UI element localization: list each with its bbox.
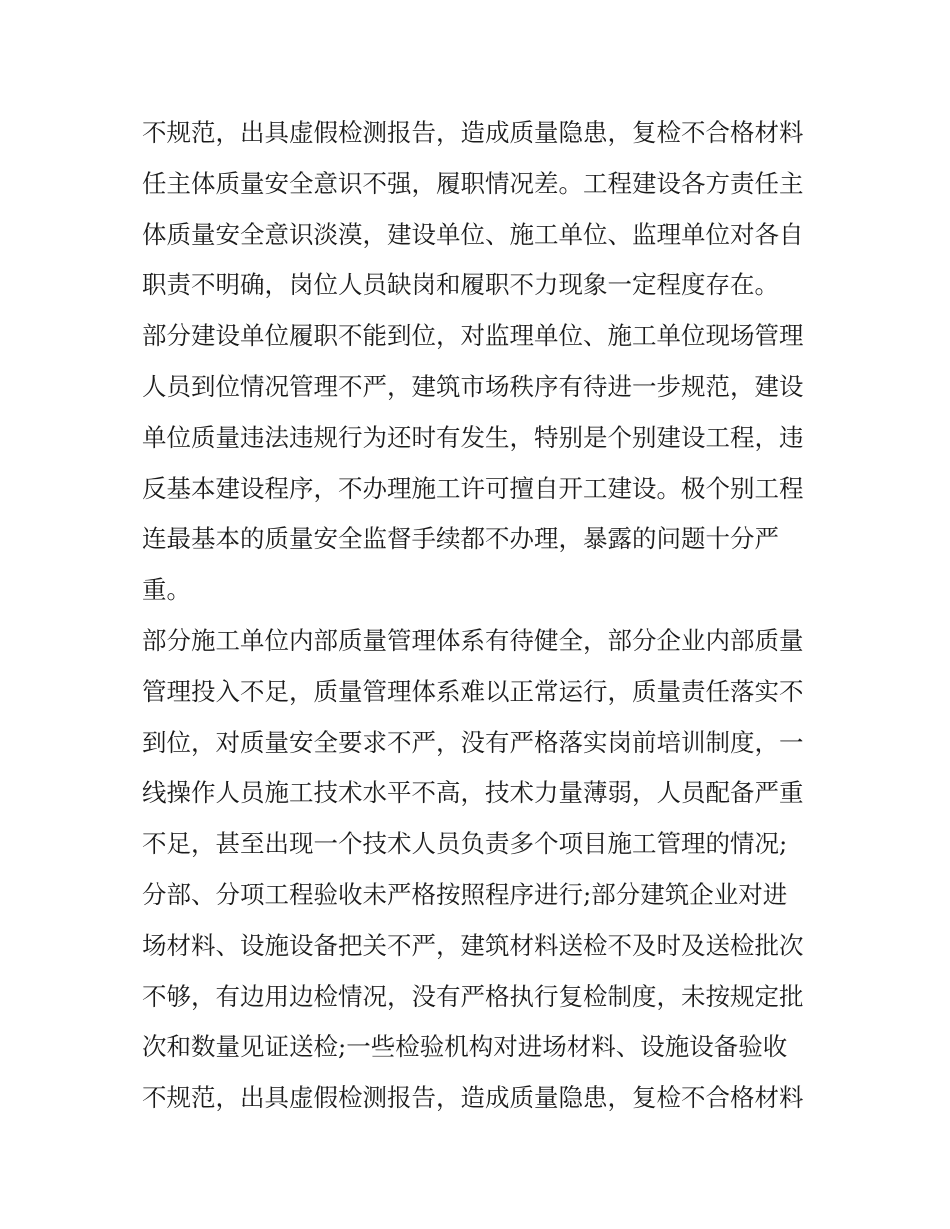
text-line: 职责不明确，岗位人员缺岗和履职不力现象一定程度存在。 <box>142 270 779 300</box>
text-line: 不足，甚至出现一个技术人员负责多个项目施工管理的情况; <box>142 829 788 859</box>
text-line: 部分建设单位履职不能到位，对监理单位、施工单位现场管理 <box>142 321 804 351</box>
text-line: 管理投入不足，质量管理体系难以正常运行，质量责任落实不 <box>142 676 804 706</box>
text-line: 线操作人员施工技术水平不高，技术力量薄弱，人员配备严重 <box>142 778 804 808</box>
text-line: 人员到位情况管理不严，建筑市场秩序有待进一步规范，建设 <box>142 371 804 401</box>
text-line: 不够，有边用边检情况，没有严格执行复检制度，未按规定批 <box>142 981 804 1011</box>
text-line: 单位质量违法违规行为还时有发生，特别是个别建设工程，违 <box>142 422 804 452</box>
text-line: 反基本建设程序，不办理施工许可擅自开工建设。极个别工程 <box>142 473 804 503</box>
text-line: 体质量安全意识淡漠，建设单位、施工单位、监理单位对各自 <box>142 219 804 249</box>
text-line: 到位，对质量安全要求不严，没有严格落实岗前培训制度，一 <box>142 727 804 757</box>
document-body <box>142 108 822 1124</box>
text-line: 次和数量见证送检;一些检验机构对进场材料、设施设备验收 <box>142 1032 788 1062</box>
text-line: 分部、分项工程验收未严格按照程序进行;部分建筑企业对进 <box>142 879 788 909</box>
text-line: 连最基本的质量安全监督手续都不办理，暴露的问题十分严 <box>142 524 779 554</box>
text-line: 不规范，出具虚假检测报告，造成质量隐患，复检不合格材料 <box>142 118 804 147</box>
text-line: 重。 <box>142 575 191 605</box>
text-line: 不规范，出具虚假检测报告，造成质量隐患，复检不合格材料 <box>142 1083 804 1113</box>
text-line: 任主体质量安全意识不强，履职情况差。工程建设各方责任主 <box>142 168 804 198</box>
text-line: 部分施工单位内部质量管理体系有待健全，部分企业内部质量 <box>142 625 804 655</box>
text-line: 场材料、设施设备把关不严，建筑材料送检不及时及送检批次 <box>142 930 804 960</box>
